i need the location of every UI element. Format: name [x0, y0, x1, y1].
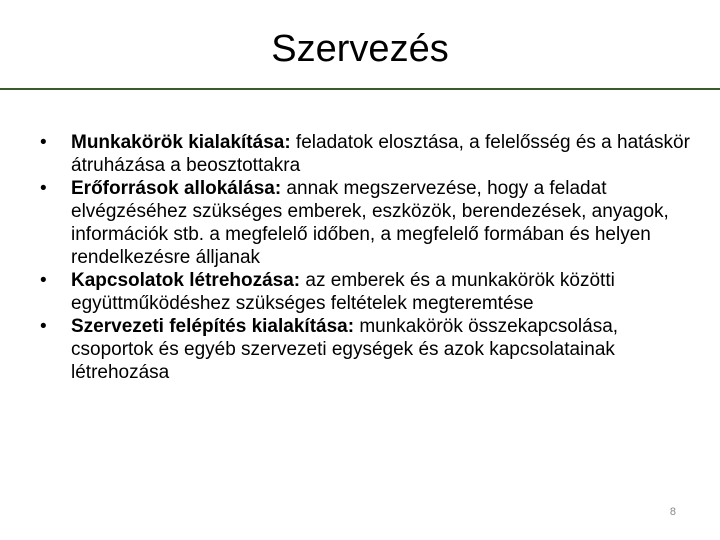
- bullet-dot-icon: •: [40, 178, 47, 199]
- bullet-term: Munkakörök kialakítása:: [71, 132, 291, 153]
- bullet-dot-icon: •: [40, 132, 47, 153]
- bullet-term: Erőforrások allokálása:: [71, 178, 282, 199]
- bullet-text: munkakörök összekapcsolása, csoportok és egyéb szervezeti egységek és azok kapcsolatainak létrehozása: [71, 316, 619, 383]
- bullet-item-kapcsolatok: [40, 269, 690, 315]
- bullet-dot-icon: •: [40, 316, 47, 337]
- slide-title: Szervezés: [271, 28, 449, 70]
- bullet-term: Szervezeti felépítés kialakítása:: [71, 316, 355, 337]
- bullet-item-szervezeti-felepites: [40, 315, 690, 384]
- bullet-text: feladatok elosztása, a felelősség és a hatáskör átruházása a beosztottakra: [71, 132, 690, 176]
- bullet-dot-icon: •: [40, 270, 47, 291]
- page-number: 8: [669, 506, 676, 518]
- bullet-text: annak megszervezése, hogy a feladat elvégzéséhez szükséges emberek, eszközök, berendezések, anyagok, információk stb. a megfelelő időben, a megfelelő formában és helyen rendelkezésre álljanak: [71, 178, 669, 268]
- bullet-term: Kapcsolatok létrehozása:: [71, 270, 301, 291]
- bullet-text: az emberek és a munkakörök közötti együttműködéshez szükséges feltételek megteremtése: [71, 270, 615, 314]
- bullet-item-munkakorok: [40, 131, 690, 177]
- title-divider: [0, 88, 720, 90]
- bullet-list: [40, 131, 690, 384]
- bullet-item-eroforrasok: [40, 177, 690, 269]
